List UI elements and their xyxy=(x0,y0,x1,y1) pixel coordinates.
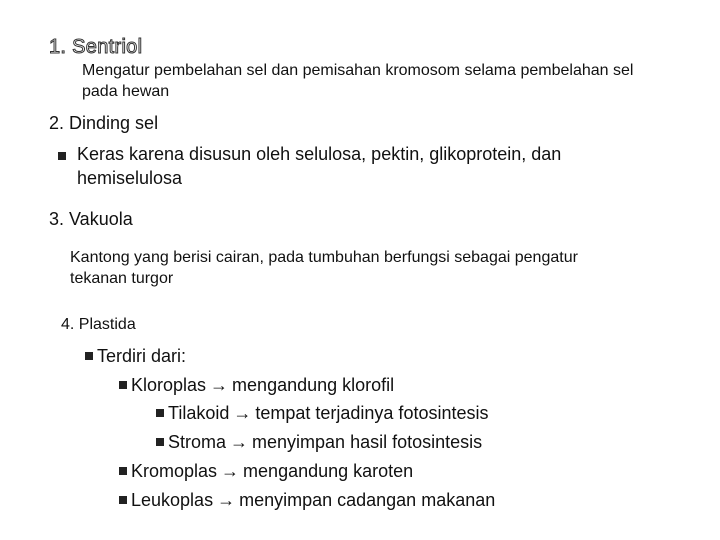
arrow-right-icon: → xyxy=(210,375,229,395)
arrow-right-icon: → xyxy=(217,490,236,510)
vakuola-desc-line2: tekanan turgor xyxy=(70,270,174,287)
square-bullet-icon xyxy=(85,352,93,360)
tilakoid-item xyxy=(156,403,488,424)
dinding-bullet-row xyxy=(58,146,70,167)
tilakoid-name: Tilakoid xyxy=(168,403,230,423)
stroma-item xyxy=(156,432,482,453)
vakuola-desc-line1: Kantong yang berisi cairan, pada tumbuhan berfungsi sebagai pengatur xyxy=(70,249,578,266)
square-bullet-icon xyxy=(156,438,164,446)
arrow-right-icon: → xyxy=(233,403,252,423)
terdiri-label: Terdiri dari: xyxy=(97,346,187,366)
square-bullet-icon xyxy=(119,467,127,475)
leukoplas-item xyxy=(119,490,495,511)
plastida-heading: 4. Plastida xyxy=(61,316,136,333)
square-bullet-icon xyxy=(119,496,127,504)
square-bullet-icon xyxy=(119,381,127,389)
square-bullet-icon xyxy=(156,409,164,417)
square-bullet-icon xyxy=(58,152,66,160)
stroma-desc: menyimpan hasil fotosintesis xyxy=(252,432,483,452)
arrow-right-icon: → xyxy=(230,432,249,452)
dinding-desc-line2: hemiselulosa xyxy=(77,168,183,188)
leukoplas-desc: menyimpan cadangan makanan xyxy=(239,490,496,510)
kloroplas-desc: mengandung klorofil xyxy=(232,375,395,395)
stroma-name: Stroma xyxy=(168,432,227,452)
sentriol-heading: 1. Sentriol xyxy=(49,36,143,58)
kromoplas-item xyxy=(119,461,413,482)
dinding-heading: 2. Dinding sel xyxy=(49,113,159,133)
dinding-desc-line1: Keras karena disusun oleh selulosa, pektin, glikoprotein, dan xyxy=(77,144,562,164)
tilakoid-desc: tempat terjadinya fotosintesis xyxy=(255,403,489,423)
kloroplas-item xyxy=(119,375,394,396)
kloroplas-name: Kloroplas xyxy=(131,375,207,395)
kromoplas-name: Kromoplas xyxy=(131,461,218,481)
plastida-terdiri xyxy=(85,346,186,367)
sentriol-desc-line1: Mengatur pembelahan sel dan pemisahan kromosom selama pembelahan sel xyxy=(82,62,634,79)
vakuola-heading: 3. Vakuola xyxy=(49,209,133,229)
arrow-right-icon: → xyxy=(221,461,240,481)
kromoplas-desc: mengandung karoten xyxy=(243,461,414,481)
leukoplas-name: Leukoplas xyxy=(131,490,214,510)
sentriol-desc-line2: pada hewan xyxy=(82,83,170,100)
